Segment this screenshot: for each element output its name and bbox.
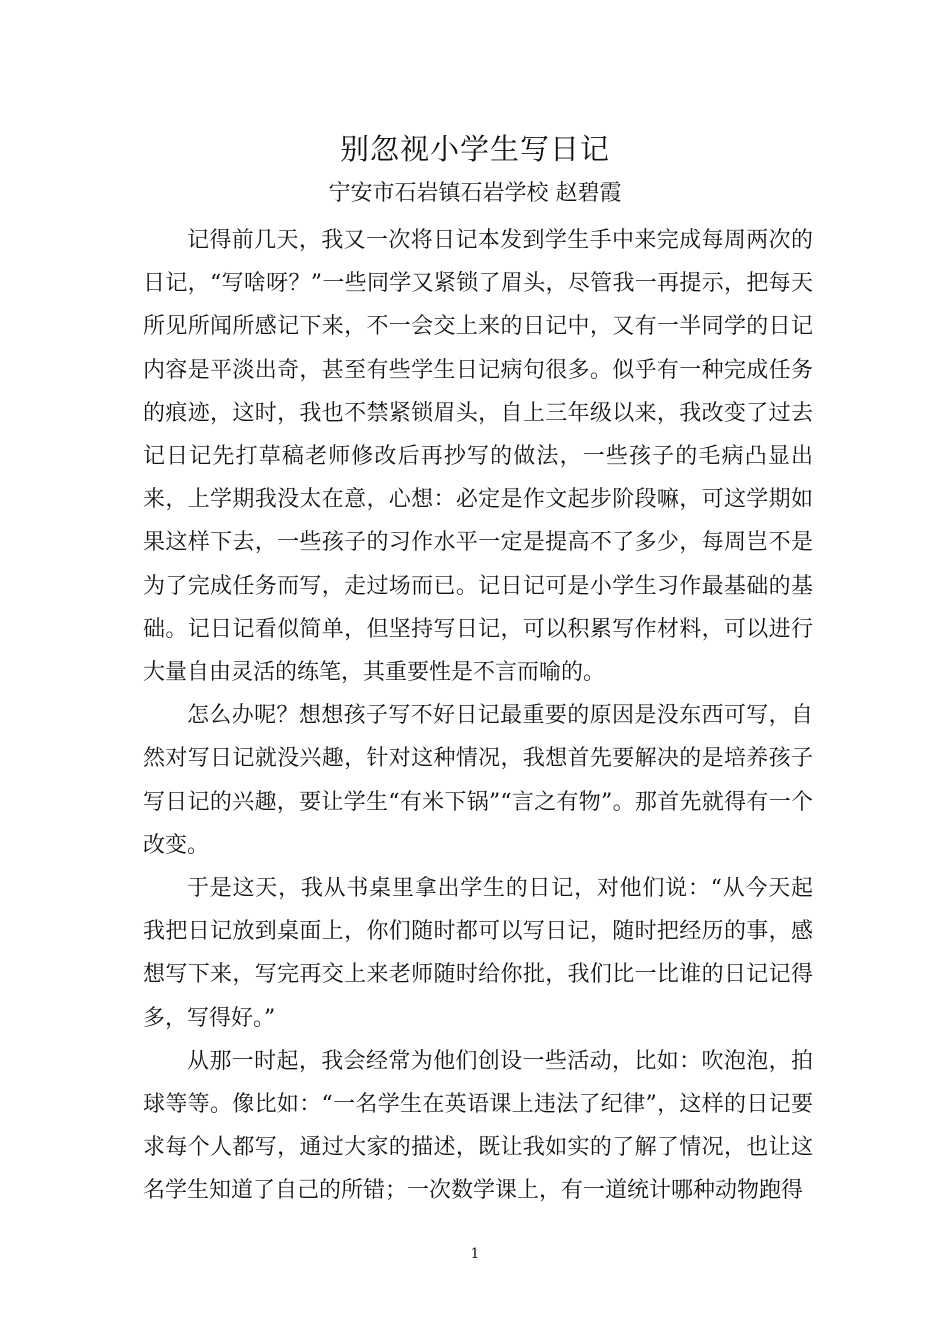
document-body xyxy=(143,219,813,1213)
paragraph-1: 记得前几天，我又一次将日记本发到学生手中来完成每周两次的日记，“写啥呀？”一些同学又紧锁了眉头，尽管我一再提示，把每天所见所闻所感记下来，不一会交上来的日记中，又有一半同学的日记内容是平淡出奇，甚至有些学生日记病句很多。似乎有一种完成任务的痕迹，这时，我也不禁紧锁眉头，自上三年级以来，我改变了过去记日记先打草稿老师修改后再抄写的做法，一些孩子的毛病凸显出来，上学期我没太在意，心想：必定是作文起步阶段嘛，可这学期如果这样下去，一些孩子的习作水平一定是提高不了多少，每周岂不是为了完成任务而写，走过场而已。记日记可是小学生习作最基础的基础。记日记看似简单，但坚持写日记，可以积累写作材料，可以进行大量自由灵活的练笔，其重要性是不言而喻的。 xyxy=(143,228,813,686)
paragraph-4: 从那一时起，我会经常为他们创设一些活动，比如：吹泡泡，拍球等等。像比如：“一名学生在英语课上违法了纪律”，这样的日记要求每个人都写，通过大家的描述，既让我如实的了解了情况，也让这名学生知道了自己的所错；一次数学课上，有一道统计哪种动物跑得 xyxy=(143,1048,813,1204)
document-title: 别忽视小学生写日记 xyxy=(339,132,610,166)
page-number: 1 xyxy=(470,1246,480,1262)
paragraph-3: 于是这天，我从书桌里拿出学生的日记，对他们说：“从今天起我把日记放到桌面上，你们随时都可以写日记，随时把经历的事，感想写下来，写完再交上来老师随时给你批，我们比一比谁的日记记得多，写得好。” xyxy=(143,876,813,1031)
paragraph-2: 怎么办呢？想想孩子写不好日记最重要的原因是没东西可写，自然对写日记就没兴趣，针对这种情况，我想首先要解决的是培养孩子写日记的兴趣，要让学生“有米下锅”“言之有物”。那首先就得有一个改变。 xyxy=(143,703,813,858)
author-line: 宁安市石岩镇石岩学校 赵碧霞 xyxy=(328,181,622,206)
